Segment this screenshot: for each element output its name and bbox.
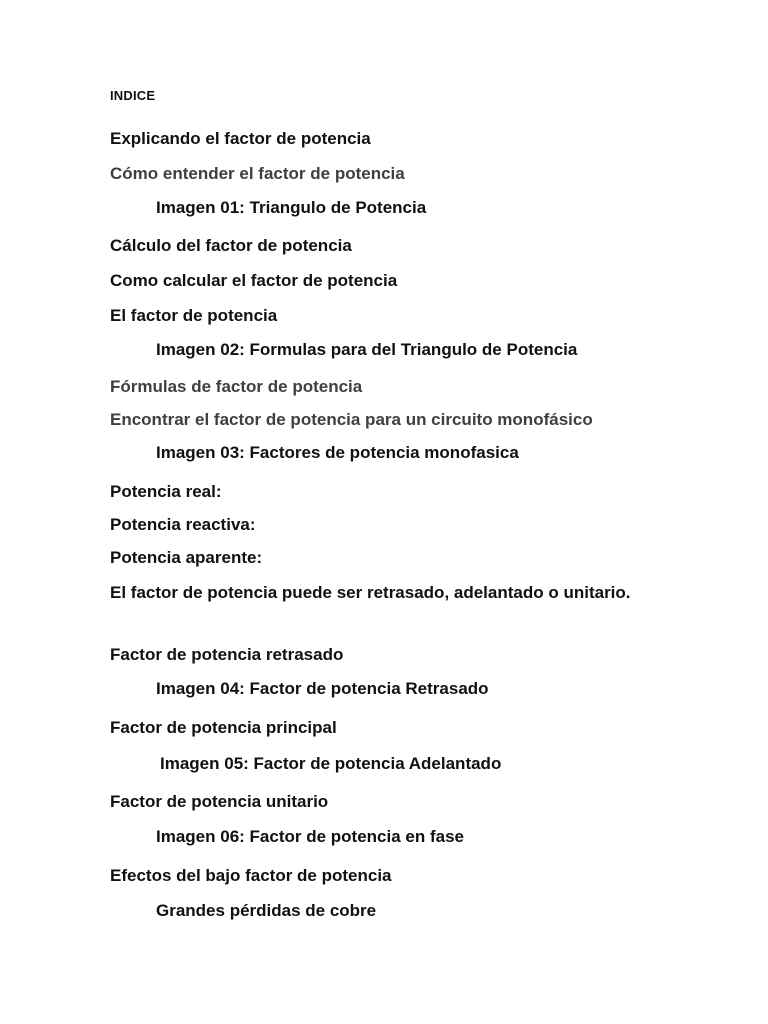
toc-entry: Factor de potencia principal <box>110 718 337 737</box>
index-heading: INDICE <box>110 88 156 103</box>
toc-entry: Potencia aparente: <box>110 548 263 567</box>
toc-entry: Potencia real: <box>110 482 222 501</box>
toc-subentry: Grandes pérdidas de cobre <box>156 901 377 920</box>
toc-entry: Fórmulas de factor de potencia <box>110 377 363 396</box>
toc-entry: Explicando el factor de potencia <box>110 129 371 148</box>
toc-entry: Cálculo del factor de potencia <box>110 236 352 255</box>
toc-entry: Potencia reactiva: <box>110 515 256 534</box>
toc-entry: Factor de potencia unitario <box>110 792 329 811</box>
toc-entry: Efectos del bajo factor de potencia <box>110 866 392 885</box>
toc-subentry: Imagen 03: Factores de potencia monofasica <box>156 443 519 462</box>
toc-entry: Como calcular el factor de potencia <box>110 271 398 290</box>
toc-subentry: Imagen 01: Triangulo de Potencia <box>156 198 427 217</box>
toc-subentry: Imagen 02: Formulas para del Triangulo de Potencia <box>156 340 578 359</box>
toc-entry: El factor de potencia <box>110 306 278 325</box>
toc-subentry: Imagen 05: Factor de potencia Adelantado <box>160 754 502 773</box>
toc-subentry: Imagen 04: Factor de potencia Retrasado <box>156 679 489 698</box>
toc-entry-paragraph: El factor de potencia puede ser retrasado, adelantado o unitario. <box>110 583 631 602</box>
toc-entry: Factor de potencia retrasado <box>110 645 344 664</box>
toc-entry: Cómo entender el factor de potencia <box>110 164 405 183</box>
toc-entry: Encontrar el factor de potencia para un circuito monofásico <box>110 410 593 429</box>
toc-subentry: Imagen 06: Factor de potencia en fase <box>156 827 464 846</box>
